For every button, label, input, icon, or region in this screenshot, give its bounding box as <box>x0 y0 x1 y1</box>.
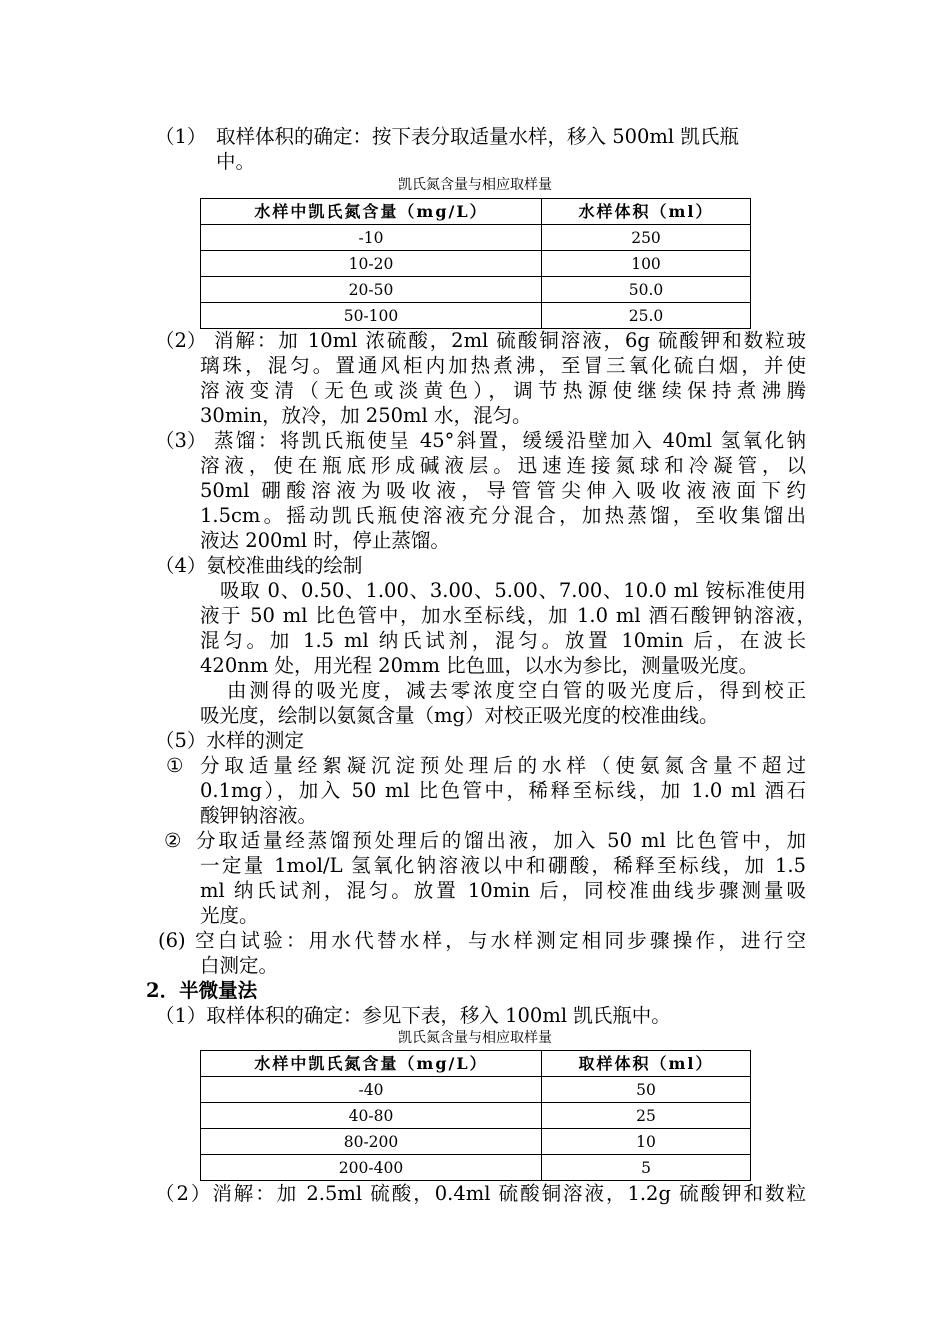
table-row <box>201 1077 751 1103</box>
item-3-line-3: 50ml 硼酸溶液为吸收液，导管管尖伸入吸收液液面下约 <box>200 479 806 502</box>
table-cell: 250 <box>542 225 751 251</box>
table-row <box>201 1155 751 1181</box>
item-1-line-1: 取样体积的确定：按下表分取适量水样，移入 500ml 凯氏瓶 <box>216 125 739 148</box>
sub-item-1-line-1: 分取适量经絮凝沉淀预处理后的水样（使氨氮含量不超过 <box>200 754 806 777</box>
sub-item-1-line-3: 酸钾钠溶液。 <box>200 804 318 827</box>
table-header-row <box>201 1051 751 1077</box>
sample-volume-table-1 <box>200 198 751 329</box>
item-4-line-3: 混匀。加 1.5 ml 纳氏试剂，混匀。放置 10min 后，在波长 <box>200 629 806 652</box>
item-2-line-4: 30min，放冷，加 250ml 水，混匀。 <box>200 404 532 427</box>
item-4-line-6: 吸光度，绘制以氨氮含量（mg）对校正吸光度的校准曲线。 <box>200 704 719 727</box>
item-3-line-5: 液达 200ml 时，停止蒸馏。 <box>200 529 450 552</box>
table-row <box>201 303 751 329</box>
table-cell: 10 <box>542 1129 751 1155</box>
sub-item-2-line-1: 分取适量经蒸馏预处理后的馏出液，加入 50 ml 比色管中，加 <box>196 829 806 852</box>
table-row <box>201 277 751 303</box>
sub-item-2-line-4: 光度。 <box>200 904 259 927</box>
item-6-line-2: 白测定。 <box>200 954 279 977</box>
item-3-line-4: 1.5cm。摇动凯氏瓶使溶液充分混合，加热蒸馏，至收集馏出 <box>200 504 806 527</box>
item-6-line-1: (6) 空白试验：用水代替水样，与水样测定相同步骤操作，进行空 <box>158 929 806 952</box>
table-cell: 50.0 <box>542 277 751 303</box>
section-2-item-1: （1）取样体积的确定：参见下表，移入 100ml 凯氏瓶中。 <box>155 1004 671 1027</box>
item-5-heading: （5）水样的测定 <box>155 729 304 752</box>
header-cell: 水样体积（ml） <box>542 199 751 225</box>
sub-item-2-line-3: ml 纳氏试剂，混匀。放置 10min 后，同校准曲线步骤测量吸 <box>200 879 806 902</box>
item-4-line-2: 液于 50 ml 比色管中，加水至标线，加 1.0 ml 酒石酸钾钠溶液， <box>200 604 816 627</box>
table-cell: -40 <box>201 1077 542 1103</box>
table-2-caption: 凯氏氮含量与相应取样量 <box>398 1030 552 1046</box>
sample-volume-table-2 <box>200 1050 751 1181</box>
table-cell: 50-100 <box>201 303 542 329</box>
table-row <box>201 251 751 277</box>
header-cell: 水样中凯氏氮含量（mg/L） <box>201 1051 542 1077</box>
item-2-line-3: 溶液变清（无色或淡黄色），调节热源使继续保持煮沸腾 <box>200 379 806 402</box>
item-4-line-5: 由测得的吸光度，减去零浓度空白管的吸光度后，得到校正 <box>227 679 806 702</box>
section-2-item-2: （2）消解：加 2.5ml 硫酸，0.4ml 硫酸铜溶液，1.2g 硫酸钾和数粒 <box>155 1182 806 1205</box>
sub-item-2-marker: ② <box>164 829 182 852</box>
item-4-line-1: 吸取 0、0.50、1.00、3.00、5.00、7.00、10.0 ml 铵标准使用 <box>220 579 806 602</box>
table-cell: 25 <box>542 1103 751 1129</box>
sub-item-1-line-2: 0.1mg），加入 50 ml 比色管中，稀释至标线，加 1.0 ml 酒石 <box>200 779 806 802</box>
sub-item-2-line-2: 一定量 1mol/L 氢氧化钠溶液以中和硼酸，稀释至标线，加 1.5 <box>200 854 806 877</box>
item-2-line-1: 消解：加 10ml 浓硫酸，2ml 硫酸铜溶液，6g 硫酸钾和数粒玻 <box>214 329 806 352</box>
table-row <box>201 1129 751 1155</box>
item-4-heading: （4）氨校准曲线的绘制 <box>155 554 363 577</box>
table-cell: 25.0 <box>542 303 751 329</box>
table-cell: 40-80 <box>201 1103 542 1129</box>
item-3-line-1: 蒸馏：将凯氏瓶使呈 45°斜置，缓缓沿壁加入 40ml 氢氧化钠 <box>214 429 806 452</box>
header-cell: 水样中凯氏氮含量（mg/L） <box>201 199 542 225</box>
header-cell: 取样体积（ml） <box>542 1051 751 1077</box>
item-2-line-2: 璃珠，混匀。置通风柜内加热煮沸，至冒三氧化硫白烟，并使 <box>200 354 806 377</box>
table-cell: -10 <box>201 225 542 251</box>
item-2-number: （2） <box>155 329 207 352</box>
table-header-row <box>201 199 751 225</box>
table-cell: 5 <box>542 1155 751 1181</box>
table-cell: 10-20 <box>201 251 542 277</box>
item-1-number: （1） <box>155 125 207 148</box>
table-cell: 80-200 <box>201 1129 542 1155</box>
table-cell: 20-50 <box>201 277 542 303</box>
section-2-heading: 2．半微量法 <box>146 979 258 1002</box>
item-4-line-4: 420nm 处，用光程 20mm 比色皿，以水为参比，测量吸光度。 <box>200 654 759 677</box>
table-1-caption: 凯氏氮含量与相应取样量 <box>398 177 552 193</box>
sub-item-1-marker: ① <box>166 754 184 777</box>
table-row <box>201 225 751 251</box>
item-3-number: （3） <box>155 429 207 452</box>
table-cell: 50 <box>542 1077 751 1103</box>
table-row <box>201 1103 751 1129</box>
item-3-line-2: 溶液，使在瓶底形成碱液层。迅速连接氮球和冷凝管，以 <box>200 454 806 477</box>
item-1-line-2: 中。 <box>216 150 256 173</box>
table-cell: 100 <box>542 251 751 277</box>
table-cell: 200-400 <box>201 1155 542 1181</box>
